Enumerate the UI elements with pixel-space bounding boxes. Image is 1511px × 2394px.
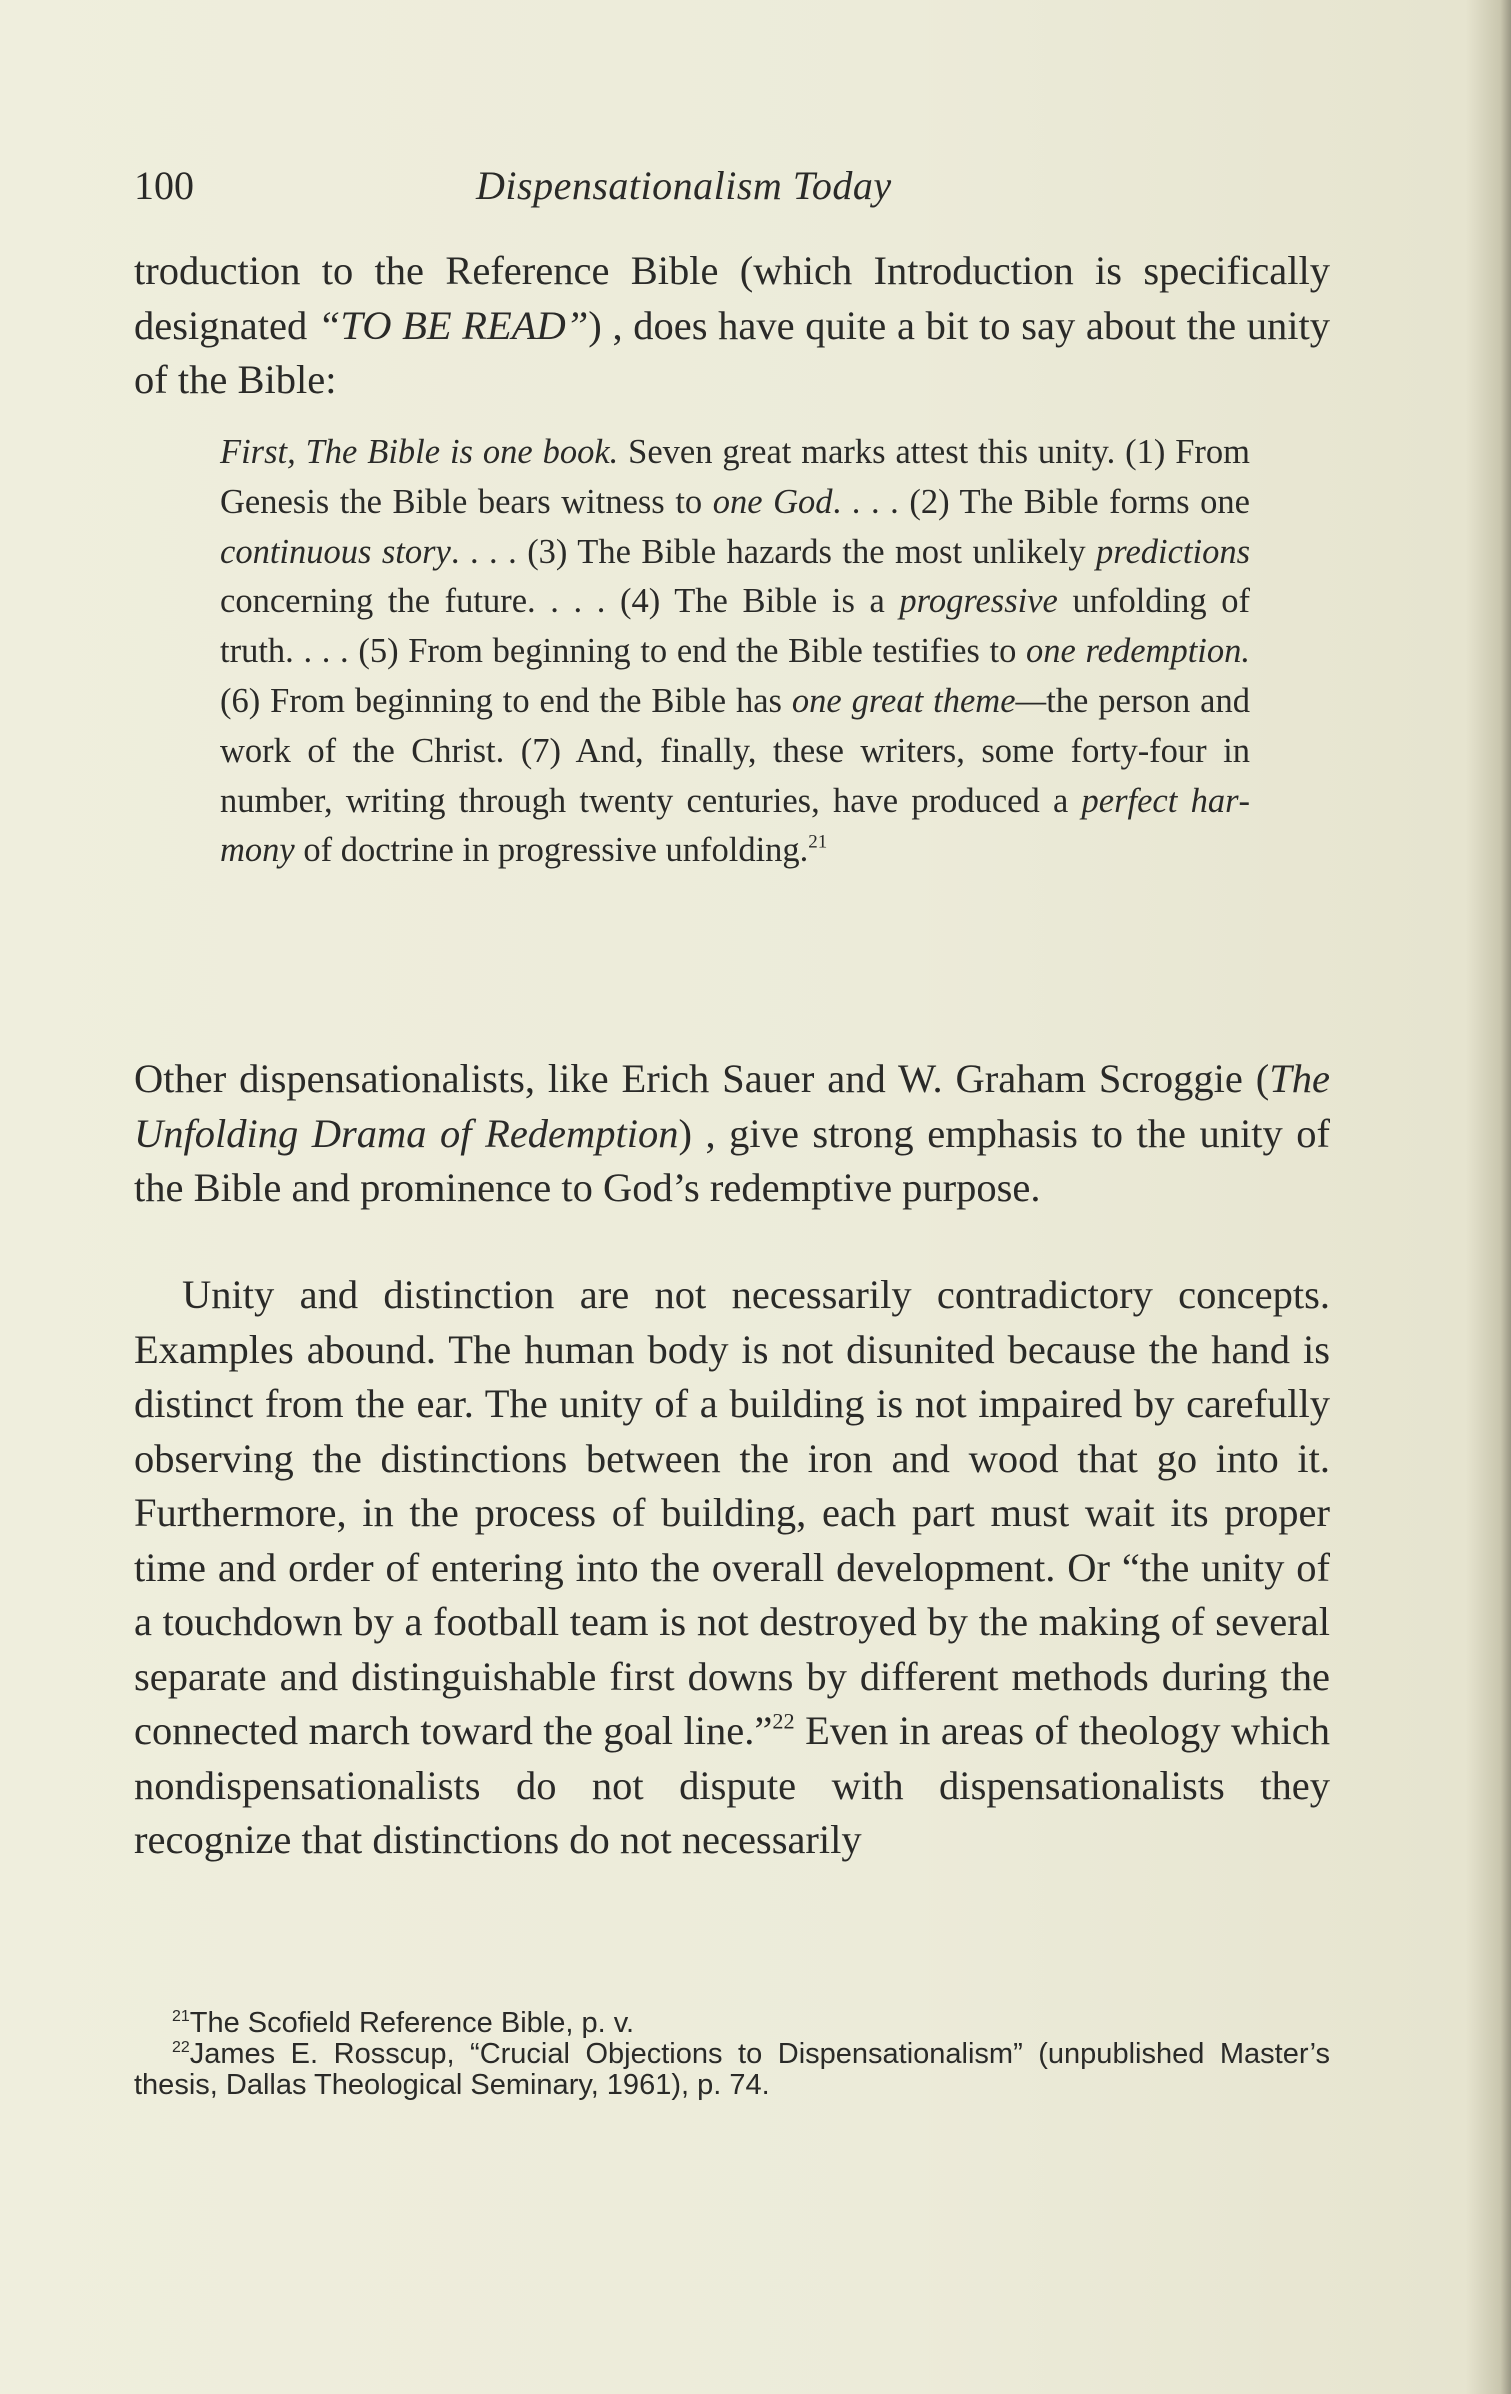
paragraph [134,1052,1330,1216]
quote-emphasis: one God [712,482,833,521]
quote-text: . . . . (3) The Bible hazards the most unlikely [450,532,1097,571]
footnote-text: James E. Rosscup, “Crucial Objections to Dispensationalism” (unpublished Master’s thesis, Dallas Theological Seminary, 1961), p. 74. [134,2038,1330,2101]
paragraph-text: ) , give strong emphasis to the unity of the Bible and prominence to God’s redemptive purpose. [134,1110,1330,1210]
running-head [134,162,1330,222]
footnote [134,2039,1330,2101]
footnote-number: 22 [172,2038,190,2056]
running-title: Dispensationalism Today [476,163,892,208]
footnote-number: 21 [172,2007,190,2025]
quote-text: Seven great marks attest this unity. (1) From Genesis the Bible bears witness to [220,433,1250,521]
paragraph-text: Unity and distinction are not necessarily contradictory concepts. Examples abound. The human body is not disunited because the hand is distinct from the ear. The unity of a building is not impaired by carefully observing the distinctions between the iron and wood that go into it. Furthermore, in the process of building, each part must wait its proper time and order of entering into the overall development. Or “the unity of a touchdown by a football team is not destroyed by the making of several separate and distinguishable first downs by different methods during the connected march toward the goal line.” [134,1272,1330,1753]
paragraph-text: troduction to the Reference Bible (which Introduction is specifically designated [134,248,1330,348]
quote-emphasis: one great theme— [791,681,1047,720]
quote-text: unfolding of truth. . . . (5) From beginning to end the Bible testifies to [220,582,1250,671]
quote-emphasis: First, The Bible is one book. [220,433,619,471]
quote-text: . . . . (2) The Bible forms one [832,482,1250,521]
paragraph-text: Other dispensationalists, like Erich Sauer and W. Graham Scroggie ( [134,1056,1270,1101]
paragraph-continuation [134,244,1330,408]
paragraph-text: Even in areas of theology which nondispensationalists do not dispute with dispensationalists they recognize that distinctions do not necessarily [134,1708,1330,1862]
footnote-text: The Scofield Reference Bible, p. v. [189,2007,635,2039]
footnote [134,2008,1330,2039]
book-title: The Unfolding Drama of Redemption [134,1056,1330,1156]
footnotes [134,2008,1330,2101]
quote-text: (6) From beginning to end the Bible has [220,681,792,720]
quote-text: concerning the future. . . . (4) The Bible is a [220,582,900,621]
footnote-ref: 22 [772,1708,795,1734]
quote-emphasis: predictions [1096,532,1250,571]
paragraph [134,1268,1330,1868]
quote-emphasis: continuous story [220,532,451,571]
page-number: 100 [134,163,194,208]
quote-text: the person and work of the Christ. (7) And, finally, these writers, some forty-four in number, writing through twenty centuries, have produced a [220,681,1250,820]
quote-emphasis: progressive [899,582,1058,621]
quote-emphasis: perfect harmony [220,781,1250,870]
paragraph-text: ) , does have quite a bit to say about the unity of the Bible: [134,302,1330,402]
emphasis-quote: “TO BE READ” [317,302,589,348]
footnote-ref: 21 [808,832,828,854]
block-quote [220,428,1250,876]
quote-emphasis: one redemption. [1026,632,1250,671]
quote-text: of doctrine in progressive unfolding. [294,831,809,870]
